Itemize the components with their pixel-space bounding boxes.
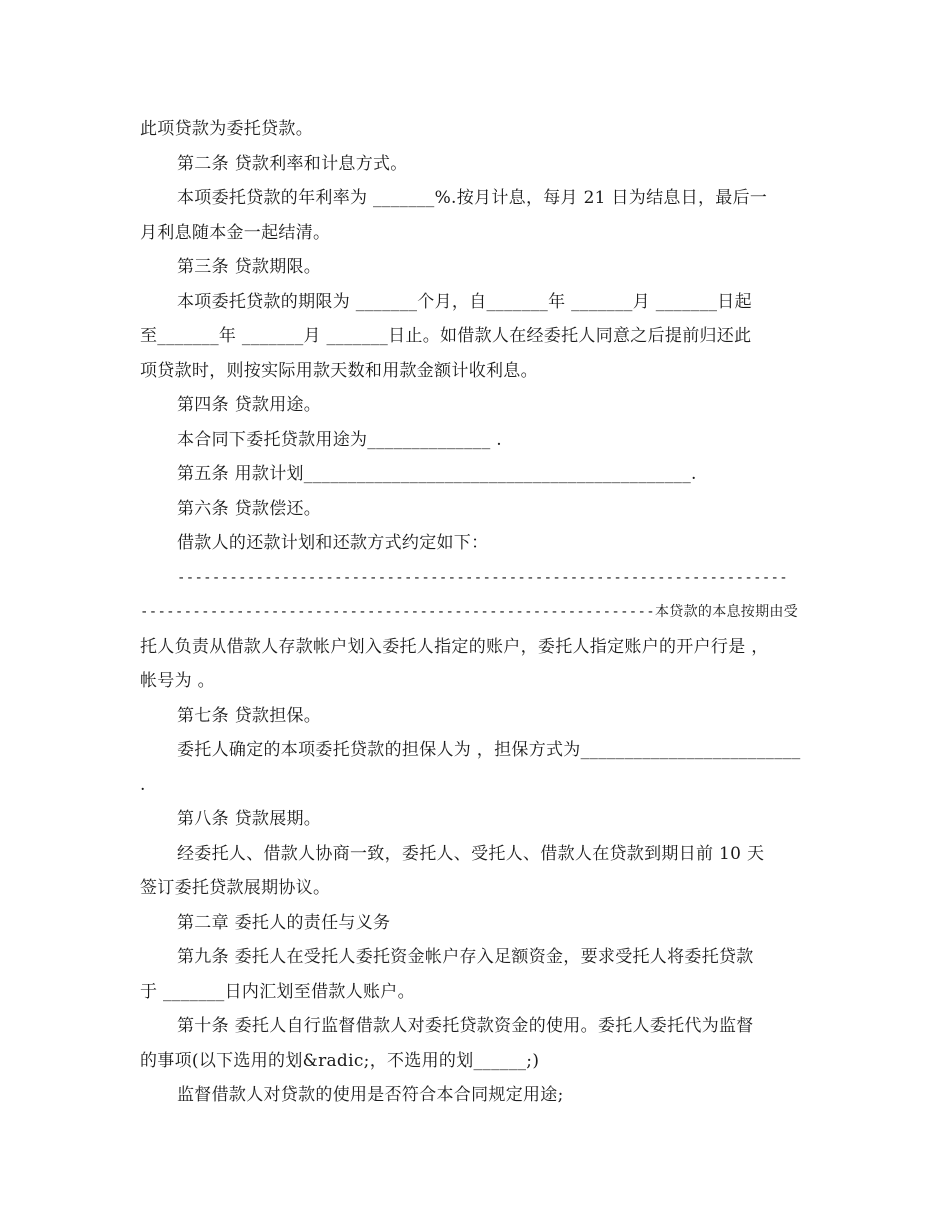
document-line: 月利息随本金一起结清。 <box>140 222 331 243</box>
document-line: 第十条 委托人自行监督借款人对委托贷款资金的使用。委托人委托代为监督 <box>177 1016 754 1036</box>
document-line: 于 _______日内汇划至借款人账户。 <box>140 981 415 1002</box>
document-line: 第四条 贷款用途。 <box>177 395 322 415</box>
document-line: 至_______年 _______月 _______日止。如借款人在经委托人同意之后提前归还此 <box>140 326 752 346</box>
document-line: 本项委托贷款的年利率为 _______%.按月计息，每月 21 日为结息日，最后一 <box>177 188 768 208</box>
document-line: ---------------------------------------------------------------------- <box>177 569 789 586</box>
document-line: -----------------------------------------------------------本贷款的本息按期由受 <box>140 604 798 620</box>
document-line: 第二章 委托人的责任与义务 <box>177 912 391 933</box>
document-line: 本合同下委托贷款用途为______________ . <box>177 429 502 450</box>
document-line: . <box>140 774 146 795</box>
document-line: 第六条 贷款偿还。 <box>177 498 322 519</box>
document-line: 的事项(以下选用的划&radic;，不选用的划______;) <box>140 1050 540 1071</box>
document-line: 第五条 用款计划____________________________________________. <box>177 464 697 484</box>
document-line: 帐号为 。 <box>140 671 215 691</box>
document-line: 监督借款人对贷款的使用是否符合本合同规定用途; <box>177 1085 564 1105</box>
document-line: 第九条 委托人在受托人委托资金帐户存入足额资金，要求受托人将委托贷款 <box>177 947 754 967</box>
document-line: 项贷款时，则按实际用款天数和用款金额计收利息。 <box>140 360 538 381</box>
document-line: 第二条 贷款利率和计息方式。 <box>177 153 408 174</box>
document-line: 第七条 贷款担保。 <box>177 705 322 726</box>
document-line: 借款人的还款计划和还款方式约定如下： <box>177 533 489 553</box>
document-line: 委托人确定的本项委托贷款的担保人为 ，担保方式为_________________________ <box>177 740 801 760</box>
document-line: 签订委托贷款展期协议。 <box>140 878 331 898</box>
document-line: 本项委托贷款的期限为 _______个月，自_______年 _______月 _______日起 <box>177 291 752 312</box>
document-line: 托人负责从借款人存款帐户划入委托人指定的账户，委托人指定账户的开户行是 ， <box>140 636 769 657</box>
document-body <box>140 112 816 1113</box>
document-line: 经委托人、借款人协商一致，委托人、受托人、借款人在贷款到期日前 10 天 <box>177 843 765 864</box>
document-line: 第八条 贷款展期。 <box>177 809 322 829</box>
document-line: 第三条 贷款期限。 <box>177 257 322 277</box>
document-line: 此项贷款为委托贷款。 <box>140 119 313 139</box>
